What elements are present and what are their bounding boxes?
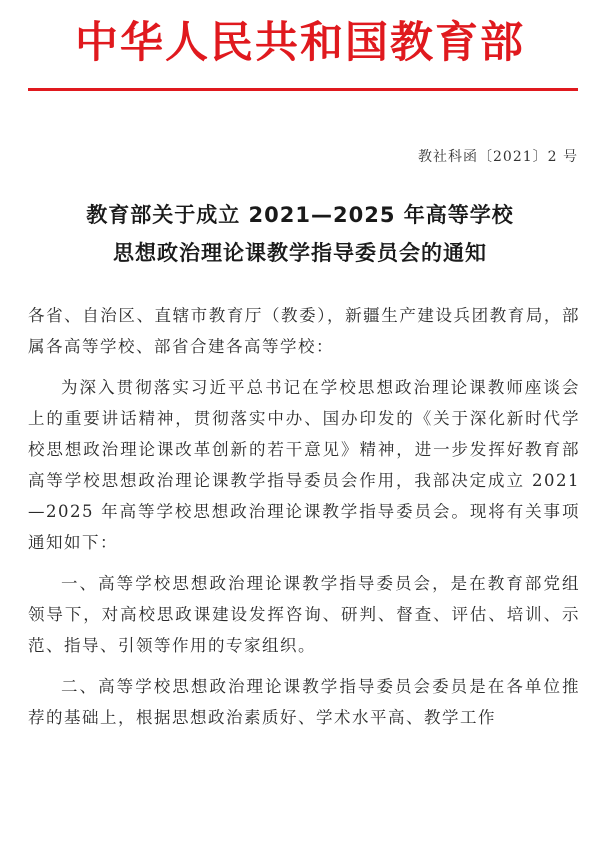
salutation: 各省、自治区、直辖市教育厅（教委），新疆生产建设兵团教育局，部属各高等学校、部省合建各高等学校： — [28, 306, 580, 356]
document-number: 教社科函〔2021〕2 号 — [418, 149, 578, 165]
title-line-2: 思想政治理论课教学指导委员会的通知 — [113, 241, 487, 265]
paragraph-item-1: 一、高等学校思想政治理论课教学指导委员会，是在教育部党组领导下，对高校思政课建设发挥咨询、研判、督查、评估、培训、示范、指导、引领等作用的专家组织。 — [28, 574, 580, 655]
title-line-1: 教育部关于成立 2021—2025 年高等学校 — [86, 203, 514, 227]
document-body — [28, 300, 580, 743]
paragraph-intro: 为深入贯彻落实习近平总书记在学校思想政治理论课教师座谈会上的重要讲话精神，贯彻落实中办、国办印发的《关于深化新时代学校思想政治理论课改革创新的若干意见》精神，进一步发挥好教育部高等学校思想政治理论课教学指导委员会作用，我部决定成立 2021—2025 年高等学校思想政治理论课教学指导委员会。现将有关事项通知如下： — [28, 378, 580, 552]
issuing-agency-header: 中华人民共和国教育部 — [75, 18, 525, 68]
document-title — [0, 196, 600, 272]
paragraph-item-2: 二、高等学校思想政治理论课教学指导委员会委员是在各单位推荐的基础上，根据思想政治素质好、学术水平高、教学工作 — [28, 677, 580, 727]
red-header-rule — [28, 88, 578, 91]
